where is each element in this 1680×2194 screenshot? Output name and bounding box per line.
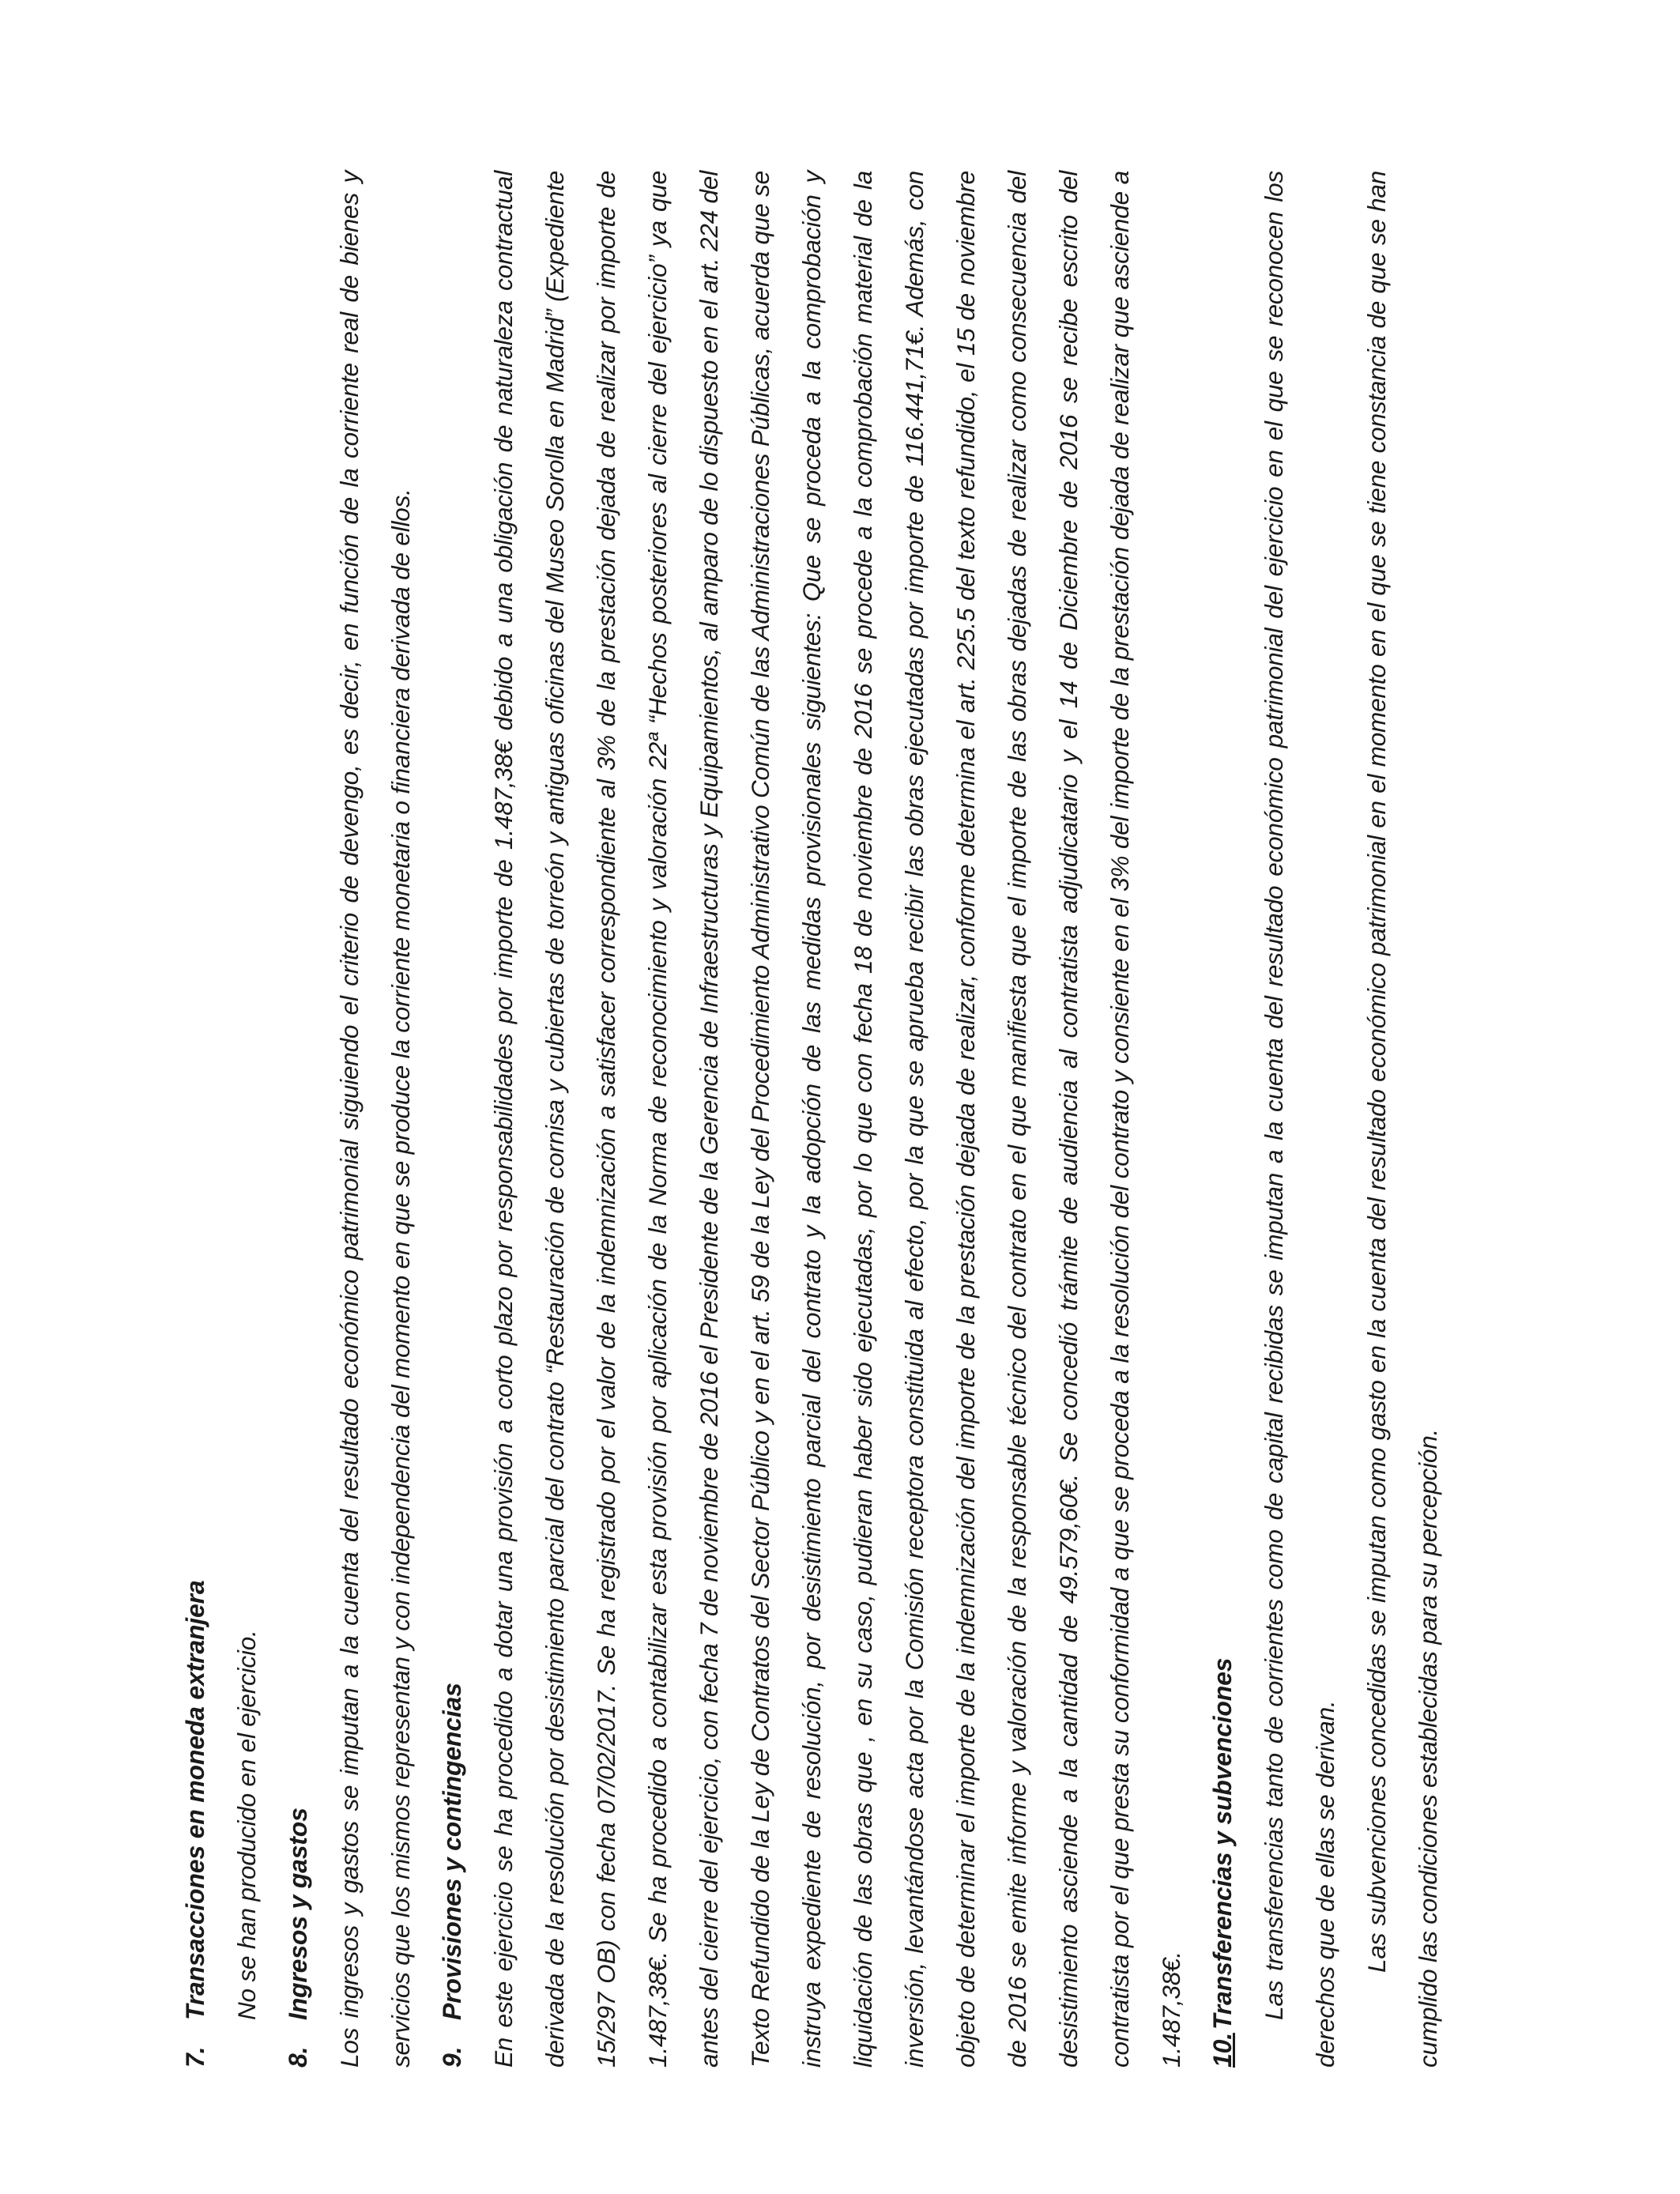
section-7-body: No se han producido en el ejercicio. bbox=[232, 1630, 261, 2020]
section-9-heading bbox=[427, 171, 478, 2068]
section-7-heading bbox=[170, 171, 221, 2068]
section-9-number: 9. bbox=[438, 2046, 466, 2068]
section-10-number: 10. bbox=[1208, 2033, 1237, 2068]
section-7-number: 7. bbox=[181, 2046, 209, 2068]
section-9-title: Provisiones y contingencias bbox=[438, 1683, 466, 2020]
section-10-heading bbox=[1197, 171, 1249, 2068]
section-10-body-transferencias: Las transferencias tanto de corrientes como de capital recibidas se imputan a la cuenta del resultado económico patrimonial del ejercicio en el que se reconocen los derechos que de ellas se derivan. bbox=[1260, 171, 1339, 2068]
section-9-body: En este ejercicio se ha procedido a dotar una provisión a corto plazo por responsabilidades por importe de 1.487,38€ debido a una obligación de naturaleza contractual derivada de la resolución por desistimiento parcial del contrato “Restauración de cornisa y cubiertas de torreón y antiguas oficinas del Museo Sorolla en Madrid” (Expediente 15/297 OB) con fecha 07/02/2017. Se ha registrado por el valor de la indemnización a satisfacer correspondiente al 3% de la prestación dejada de realizar por importe de 1.487,38€. Se ha procedido a contabilizar esta provisión por aplicación de la Norma de reconocimiento y valoración 22ª “Hechos posteriores al cierre del ejercicio” ya que antes del cierre del ejercicio, con fecha 7 de noviembre de 2016 el Presidente de la Gerencia de Infraestructuras y Equipamientos, al amparo de lo dispuesto en el art. 224 del Texto Refundido de la Ley de Contratos del Sector Público y en el art. 59 de la Ley del Procedimiento Administrativo Común de las Administraciones Públicas, acuerda que se instruya expediente de resolución, por desistimiento parcial del contrato y la adopción de las medidas provisionales siguientes: Que se proceda a la comprobación y liquidación de las obras que , en su caso, pudieran haber sido ejecutadas, por lo que con fecha 18 de noviembre de 2016 se procede a la comprobación material de la inversión, levantándose acta por la Comisión receptora constituida al efecto, por la que se aprueba recibir las obras ejecutadas por importe de 116.441,71€. Además, con objeto de determinar el importe de la indemnización del importe de la prestación dejada de realizar, conforme determina el art. 225.5 del texto refundido, el 15 de noviembre de 2016 se emite informe y valoración de la responsable técnico del contrato en el que manifiesta que el importe de las obras dejadas de realizar como consecuencia del desistimiento asciende a la cantidad de 49.579,60€. Se concedió trámite de audiencia al contratista adjudicatario y el 14 de Diciembre de 2016 se recibe escrito del contratista por el que presta su conformidad a que se proceda a la resolución del contrato y consiente en el 3% del importe de la prestación dejada de realizar que asciende a 1.487,38€. bbox=[489, 171, 1185, 2068]
document-content bbox=[170, 171, 1454, 2068]
section-8-heading bbox=[273, 171, 324, 2068]
section-8-body: Los ingresos y gastos se imputan a la cuenta del resultado económico patrimonial siguiendo el criterio de devengo, es decir, en función de la corriente real de bienes y servicios que los mismos representan y con independencia del momento en que se produce la corriente monetaria o financiera derivada de ellos. bbox=[335, 171, 415, 2068]
section-10-body-subvenciones: Las subvenciones concedidas se imputan como gasto en la cuenta del resultado económico patrimonial en el momento en el que se tiene constancia de que se han cumplido las condiciones establecidas para su percepción. bbox=[1362, 171, 1442, 2068]
section-8-number: 8. bbox=[284, 2046, 312, 2068]
section-8-title: Ingresos y gastos bbox=[284, 1808, 312, 2020]
section-7-title: Transacciones en moneda extranjera bbox=[181, 1580, 209, 2020]
section-10-title: Transferencias y subvenciones bbox=[1208, 1657, 1237, 2030]
